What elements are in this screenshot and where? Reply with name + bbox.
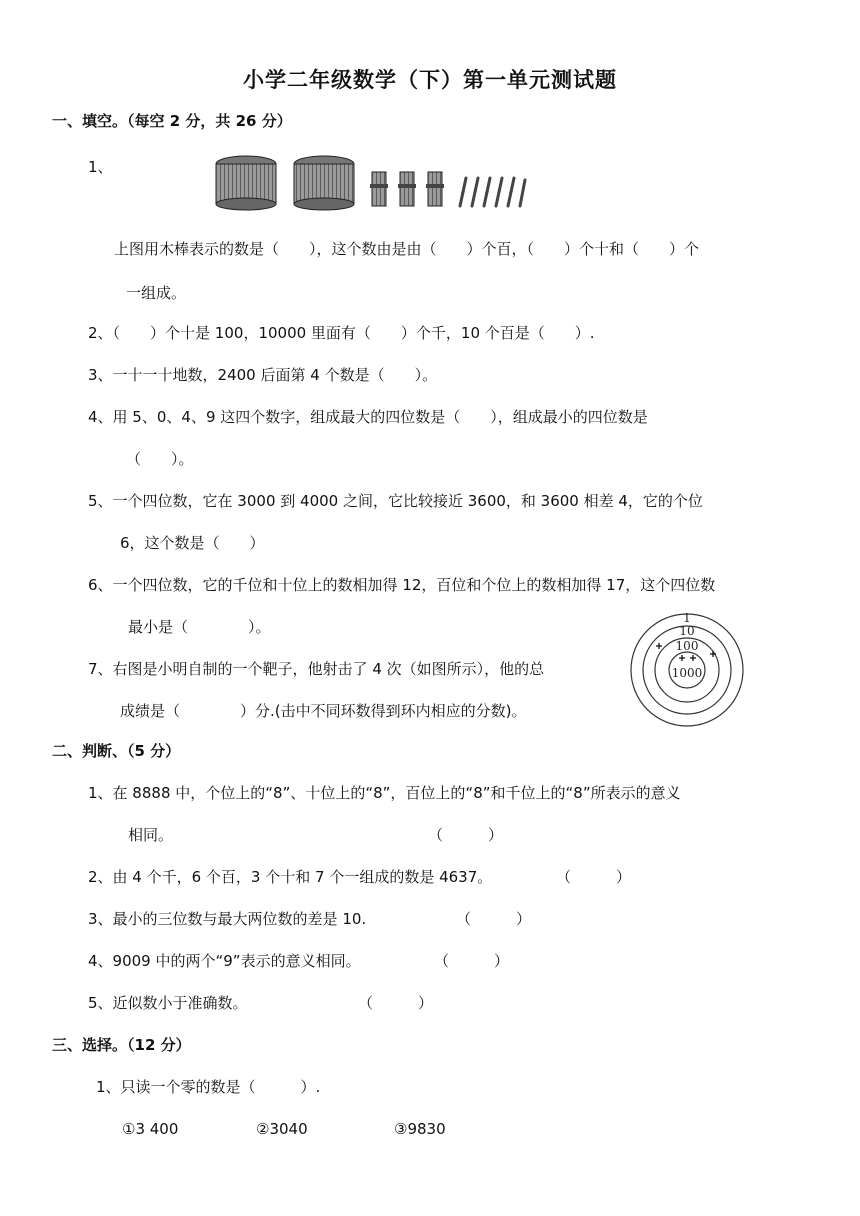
ten-bundle-1	[370, 172, 388, 206]
choice-q1-line: 1、只读一个零的数是（ ）.	[96, 1078, 321, 1096]
choice-option-1[interactable]: ①3 400	[122, 1120, 179, 1138]
q3-line: 3、一十一十地数，2400 后面第 4 个数是（ ）。	[88, 366, 438, 384]
target-label-1: 1	[683, 611, 691, 625]
judge-q2-answer-paren[interactable]: （ ）	[556, 868, 632, 886]
target-label-100: 100	[675, 639, 699, 653]
judge-q1-answer-paren[interactable]: （ ）	[428, 826, 504, 844]
choice-option-3[interactable]: ③9830	[394, 1120, 446, 1138]
judge-q5-answer-paren[interactable]: （ ）	[358, 994, 434, 1012]
section-fill-in-header: 一、填空。（每空 2 分，共 26 分）	[52, 112, 292, 130]
q5-line-b: 6，这个数是（ ）	[120, 534, 265, 552]
sticks-bundles-image	[212, 150, 528, 212]
shooting-target-image	[622, 608, 752, 728]
q6-line-b: 最小是（ ）。	[128, 618, 271, 636]
judge-q4-answer-paren[interactable]: （ ）	[434, 952, 510, 970]
choice-option-2[interactable]: ②3040	[256, 1120, 308, 1138]
hundred-bundle-1	[216, 156, 276, 210]
ten-bundle-2	[398, 172, 416, 206]
single-sticks	[460, 178, 525, 206]
judge-q1-line-a: 1、在 8888 中，个位上的“8”、十位上的“8”，百位上的“8”和千位上的“8”所表示的意义	[88, 784, 681, 802]
judge-q5-line: 5、近似数小于准确数。	[88, 994, 248, 1012]
section-judge-header: 二、判断、（5 分）	[52, 742, 181, 760]
target-label-1000: 1000	[671, 666, 703, 680]
judge-q3-line: 3、最小的三位数与最大两位数的差是 10.	[88, 910, 367, 928]
q4-line-b: （ ）。	[126, 450, 194, 468]
q6-line-a: 6、一个四位数，它的千位和十位上的数相加得 12，百位和个位上的数相加得 17，这个四位数	[88, 576, 716, 594]
judge-q2-line: 2、由 4 个千，6 个百，3 个十和 7 个一组成的数是 4637。	[88, 868, 493, 886]
q1-line-b: 一组成。	[126, 284, 187, 302]
q2-line: 2、（ ）个十是 100，10000 里面有（ ）个千，10 个百是（ ）.	[88, 324, 595, 342]
q1-line-a: 上图用木棒表示的数是（ ），这个数由是由（ ）个百，（ ）个十和（ ）个	[114, 240, 700, 258]
section-choice-header: 三、选择。（12 分）	[52, 1036, 191, 1054]
target-label-10: 10	[679, 624, 695, 638]
page-title: 小学二年级数学（下）第一单元测试题	[243, 68, 617, 92]
q7-line-b: 成绩是（ ）分.(击中不同环数得到环内相应的分数)。	[120, 702, 527, 720]
judge-q3-answer-paren[interactable]: （ ）	[456, 910, 532, 928]
ten-bundle-3	[426, 172, 444, 206]
hundred-bundle-2	[294, 156, 354, 210]
q5-line-a: 5、一个四位数，它在 3000 到 4000 之间，它比较接近 3600，和 3600 相差 4，它的个位	[88, 492, 703, 510]
judge-q1-line-b: 相同。	[128, 826, 174, 844]
q7-line-a: 7、右图是小明自制的一个靶子，他射击了 4 次（如图所示），他的总	[88, 660, 545, 678]
judge-q4-line: 4、9009 中的两个“9”表示的意义相同。	[88, 952, 361, 970]
q4-line-a: 4、用 5、0、4、9 这四个数字，组成最大的四位数是（ ），组成最小的四位数是	[88, 408, 648, 426]
q1-number: 1、	[88, 158, 113, 176]
